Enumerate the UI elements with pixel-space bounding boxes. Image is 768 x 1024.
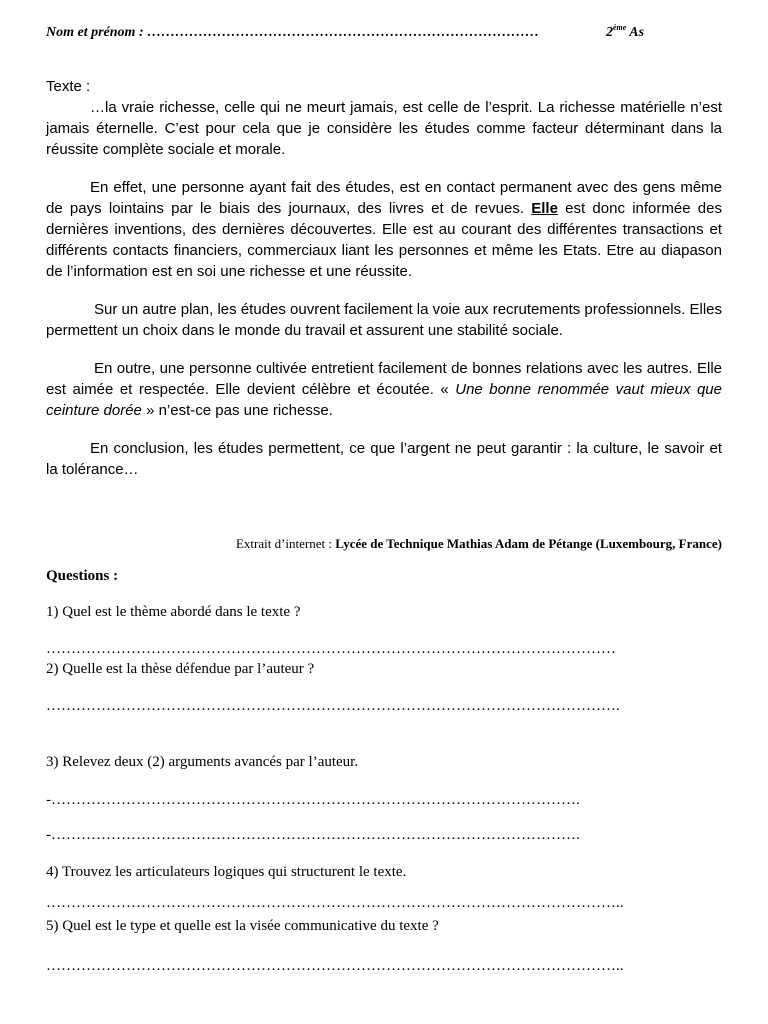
question-3: 3) Relevez deux (2) arguments avancés par l’auteur. [46,754,359,770]
paragraph-4 [46,358,722,421]
answer-line-4: …………………………………………………………………………………………………….. [46,895,624,911]
question-4: 4) Trouvez les articulateurs logiques qui structurent le texte. [46,864,407,880]
answer-line-3a: -……………………………………………………………………………………………. [46,792,580,808]
question-1: 1) Quel est le thème abordé dans le texte ? [46,604,301,620]
paragraph-3: Sur un autre plan, les études ouvrent facilement la voie aux recrutements professionnels. Elles permettent un choix dans le monde du travail et assurent une stabilité sociale. [46,301,722,339]
class-level-superscript: ème [613,23,627,32]
paragraph-2-part-a: En effet, une personne ayant fait des études, est en contact permanent avec des gens même de pays lointains par le biais des journaux, des livres et de revues. [46,179,722,217]
class-level [606,25,644,41]
questions-title: Questions : [46,568,119,584]
name-label: Nom et prénom : ………………………………………………………………………… [46,25,540,40]
answer-line-1: …………………………………………………………………………………………………… [46,641,616,657]
paragraph-4-part-a: En outre, une personne cultivée entretient facilement de bonnes relations avec les autres. Elle est aimée et respectée. Elle devient célèbre et écoutée. « [46,360,722,398]
source-citation [46,536,722,552]
answer-line-3b: -……………………………………………………………………………………………. [46,827,580,843]
paragraph-4-part-b: » n’est-ce pas une richesse. [141,402,333,419]
question-2: 2) Quelle est la thèse défendue par l’auteur ? [46,661,315,677]
class-level-suffix: As [626,25,645,40]
class-level-number: 2 [606,25,613,40]
paragraph-1: …la vraie richesse, celle qui ne meurt jamais, est celle de l’esprit. La richesse matérielle n’est jamais éternelle. C’est pour cela que je considère les études comme facteur déterminant dans la réussite complète sociale et morale. [46,99,722,158]
paragraph-2 [46,177,722,282]
text-label: Texte : [46,78,91,95]
underlined-word-elle: Elle [531,200,558,217]
answer-line-5: …………………………………………………………………………………………………….. [46,958,624,974]
source-name: Lycée de Technique Mathias Adam de Pétange (Luxembourg, France) [335,536,722,551]
name-header [46,25,726,41]
source-prefix: Extrait d’internet : [235,536,336,551]
question-5: 5) Quel est le type et quelle est la visée communicative du texte ? [46,918,439,934]
paragraph-5: En conclusion, les études permettent, ce que l’argent ne peut garantir : la culture, le savoir et la tolérance… [46,440,722,478]
proverb-quote: Une bonne renommée vaut mieux que ceinture dorée [46,381,722,419]
answer-line-2: ……………………………………………………………………………………………………. [46,698,620,714]
paragraph-2-part-b: est donc informée des dernières inventions, des dernières découvertes. Elle est au courant des différentes transactions et différents contacts financiers, commerciaux liant les personnes et même les Etats. Etre au diapason de l’information est en soi une richesse et une réussite. [46,200,722,280]
reading-text [46,76,722,497]
